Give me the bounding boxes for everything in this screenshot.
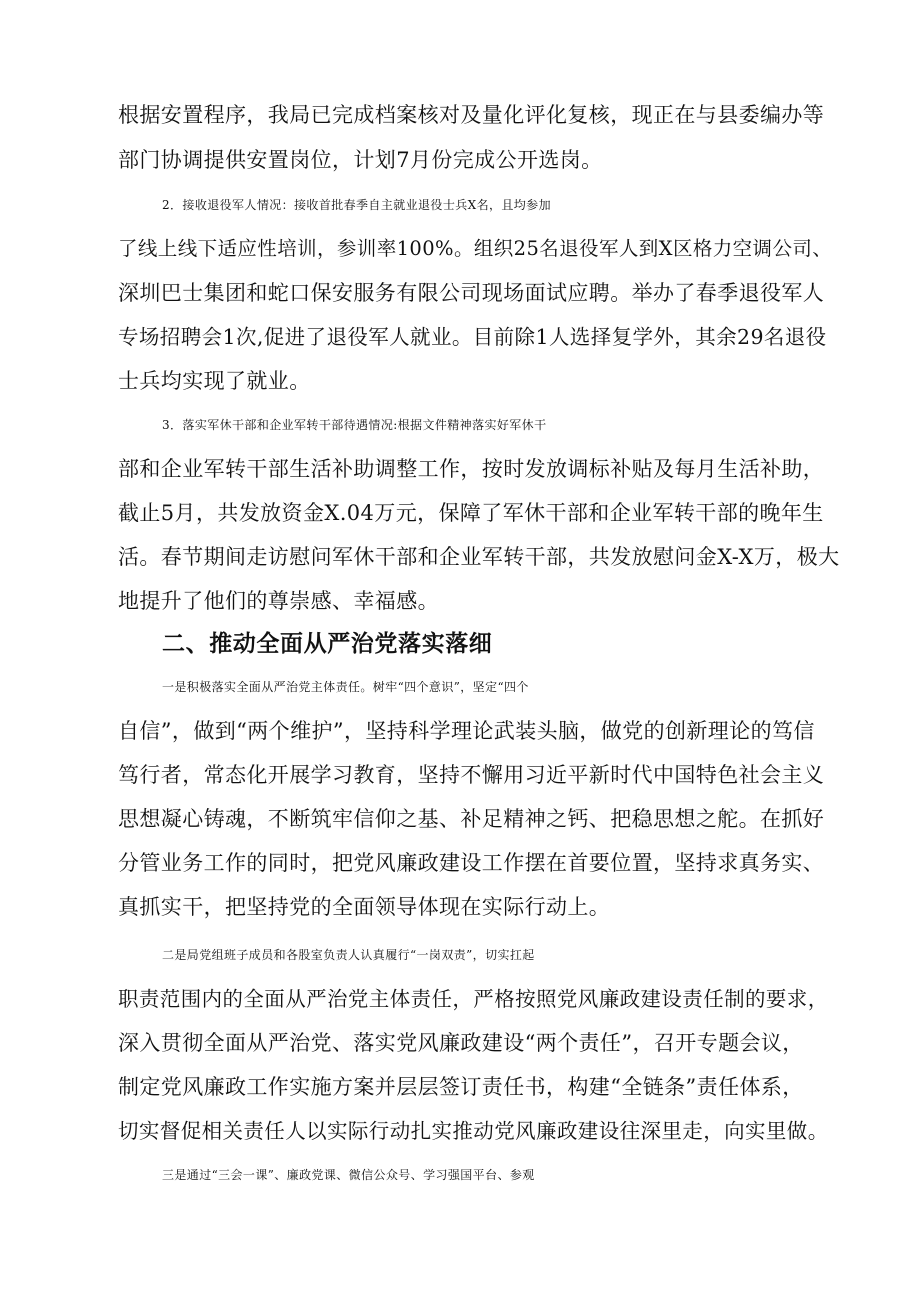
paragraph-line: 一是积极落实全面从严治党主体责任。树牢“四个意识”，坚定“四个 [162, 680, 529, 694]
paragraph-line: 专场招聘会1次,促进了退役军人就业。目前除1人选择复学外，其余29名退役 [118, 325, 827, 349]
paragraph-line: 深入贯彻全面从严治党、落实党风廉政建设“两个责任”，召开专题会议， [118, 1031, 804, 1055]
paragraph-line: 真抓实干，把坚持党的全面领导体现在实际行动上。 [118, 895, 611, 919]
paragraph-line: 地提升了他们的尊崇感、幸福感。 [118, 589, 439, 613]
paragraph-line: 制定党风廉政工作实施方案并层层签订责任书，构建“全链条”责任体系， [118, 1075, 804, 1099]
paragraph-line: 了线上线下适应性培训，参训率100%。组织25名退役军人到X区格力空调公司、 [118, 237, 833, 260]
paragraph-line: 根据安置程序，我局已完成档案核对及量化评化复核，现正在与县委编办等 [118, 103, 825, 127]
paragraph-line: 切实督促相关责任人以实际行动扎实推动党风廉政建设往深里走，向实里做。 [118, 1119, 829, 1143]
paragraph-line: 笃行者，常态化开展学习教育，坚持不懈用习近平新时代中国特色社会主义 [118, 763, 825, 787]
paragraph-line: 自信”，做到“两个维护”，坚持科学理论武装头脑，做党的创新理论的笃信 [118, 719, 815, 743]
paragraph-line: 部门协调提供安置岗位，计划7月份完成公开选岗。 [118, 148, 603, 172]
paragraph-line: 士兵均实现了就业。 [118, 369, 311, 393]
paragraph-line: 职责范围内的全面从严治党主体责任，严格按照党风廉政建设责任制的要求， [118, 987, 829, 1011]
paragraph-line: 3．落实军休干部和企业军转干部待遇情况:根据文件精神落实好军休干 [162, 418, 547, 432]
paragraph-line: 分管业务工作的同时，把党风廉政建设工作摆在首要位置，坚持求真务实、 [118, 851, 825, 875]
paragraph-line: 三是通过“三会一课”、廉政党课、微信公众号、学习强国平台、参观 [162, 1168, 535, 1182]
paragraph-line: 截止5月，共发放资金X.04万元，保障了军休干部和企业军转干部的晚年生 [118, 501, 824, 525]
paragraph-line: 活。春节期间走访慰问军休干部和企业军转干部，共发放慰问金X-X万，极大 [118, 545, 840, 569]
paragraph-line: 思想凝心铸魂，不断筑牢信仰之基、补足精神之钙、把稳思想之舵。在抓好 [118, 807, 825, 831]
paragraph-line: 部和企业军转干部生活补助调整工作，按时发放调标补贴及每月生活补助， [118, 457, 825, 481]
section-heading: 二、推动全面从严治党落实落细 [162, 631, 493, 657]
paragraph-line: 深圳巴士集团和蛇口保安服务有限公司现场面试应聘。举办了春季退役军人 [118, 281, 825, 305]
paragraph-line: 2．接收退役军人情况：接收首批春季自主就业退役士兵X名，且均参加 [162, 198, 551, 212]
paragraph-line: 二是局党组班子成员和各股室负责人认真履行“一岗双责”，切实扛起 [162, 948, 535, 962]
